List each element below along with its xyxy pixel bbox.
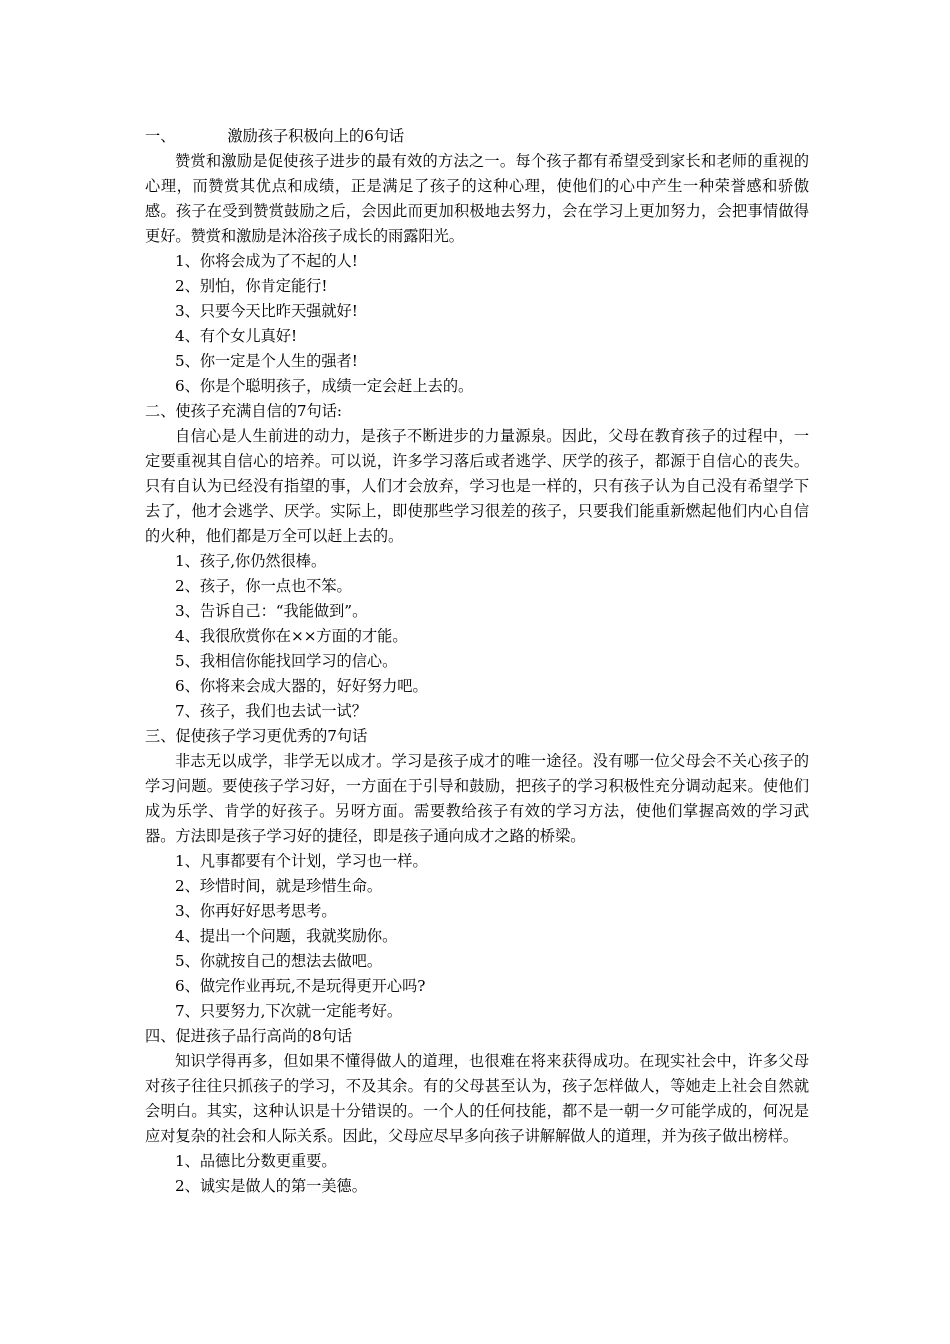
section-2-item-3: 3、告诉自己：“我能做到”。 — [175, 602, 368, 620]
section-3-item-6: 6、做完作业再玩,不是玩得更开心吗? — [175, 977, 426, 995]
section-3-item-3: 3、你再好好思考思考。 — [175, 902, 337, 920]
section-2-item-7: 7、孩子，我们也去试一试？ — [175, 702, 367, 720]
section-2-item-5: 5、我相信你能找回学习的信心。 — [175, 652, 398, 670]
section-1-item-2: 2、别怕，你肯定能行! — [175, 277, 328, 295]
section-3-item-1: 1、凡事都要有个计划，学习也一样。 — [175, 852, 428, 870]
section-1-heading — [145, 124, 809, 149]
section-1-item-1: 1、你将会成为了不起的人! — [175, 252, 358, 270]
section-1-item-3: 3、只要今天比昨天强就好! — [175, 302, 358, 320]
section-3-heading: 三、促使孩子学习更优秀的7句话 — [145, 727, 368, 745]
section-3-paragraph: 非志无以成学，非学无以成才。学习是孩子成才的唯一途径。没有哪一位父母会不关心孩子的学习问题。要使孩子学习好，一方面在于引导和鼓励，把孩子的学习积极性充分调动起来。使他们成为乐学、肯学的好孩子。另呀方面。需要教给孩子有效的学习方法，使他们掌握高效的学习武器。方法即是孩子学习好的捷径，即是孩子通向成才之路的桥梁。 — [145, 752, 809, 845]
section-2-item-1: 1、孩子,你仍然很棒。 — [175, 552, 327, 570]
section-2-item-6: 6、你将来会成大器的，好好努力吧。 — [175, 677, 428, 695]
section-1-paragraph: 赞赏和激励是促使孩子进步的最有效的方法之一。每个孩子都有希望受到家长和老师的重视的心理，而赞赏其优点和成绩，正是满足了孩子的这种心理，使他们的心中产生一种荣誉感和骄傲感。孩子在受到赞赏鼓励之后，会因此而更加积极地去努力，会在学习上更加努力，会把事情做得更好。赞赏和激励是沐浴孩子成长的雨露阳光。 — [145, 152, 809, 245]
section-4-item-1: 1、品德比分数更重要。 — [175, 1152, 337, 1170]
section-2-paragraph: 自信心是人生前进的动力，是孩子不断进步的力量源泉。因此，父母在教育孩子的过程中，一定要重视其自信心的培养。可以说，许多学习落后或者逃学、厌学的孩子，都源于自信心的丧失。只有自认为已经没有指望的事，人们才会放弃，学习也是一样的，只有孩子认为自己没有希望学下去了，他才会逃学、厌学。实际上，即使那些学习很差的孩子，只要我们能重新燃起他们内心自信的火种，他们都是万全可以赶上去的。 — [145, 427, 809, 545]
section-1-item-5: 5、你一定是个人生的强者! — [175, 352, 358, 370]
section-1-title: 激励孩子积极向上的6句话 — [227, 127, 405, 145]
section-3-item-2: 2、珍惜时间，就是珍惜生命。 — [175, 877, 383, 895]
section-4-heading: 四、促进孩子品行高尚的8句话 — [145, 1027, 353, 1045]
section-3-item-4: 4、提出一个问题，我就奖励你。 — [175, 927, 398, 945]
section-4-paragraph: 知识学得再多，但如果不懂得做人的道理，也很难在将来获得成功。在现实社会中，许多父母对孩子往往只抓孩子的学习，不及其余。有的父母甚至认为，孩子怎样做人，等她走上社会自然就会明白。其实，这种认识是十分错误的。一个人的任何技能，都不是一朝一夕可能学成的，何况是应对复杂的社会和人际关系。因此，父母应尽早多向孩子讲解解做人的道理，并为孩子做出榜样。 — [145, 1052, 809, 1145]
section-2-item-4: 4、我很欣赏你在××方面的才能。 — [175, 627, 408, 645]
section-1-number: 一、 — [145, 127, 176, 145]
section-1-item-4: 4、有个女儿真好! — [175, 327, 298, 345]
section-1-item-6: 6、你是个聪明孩子，成绩一定会赶上去的。 — [175, 377, 474, 395]
section-2-item-2: 2、孩子，你一点也不笨。 — [175, 577, 352, 595]
section-3-item-5: 5、你就按自己的想法去做吧。 — [175, 952, 383, 970]
section-3-item-7: 7、只要努力,下次就一定能考好。 — [175, 1002, 403, 1020]
section-2-heading: 二、使孩子充满自信的7句话: — [145, 402, 343, 420]
document-page — [145, 124, 809, 1199]
section-4-item-2: 2、诚实是做人的第一美德。 — [175, 1177, 367, 1195]
